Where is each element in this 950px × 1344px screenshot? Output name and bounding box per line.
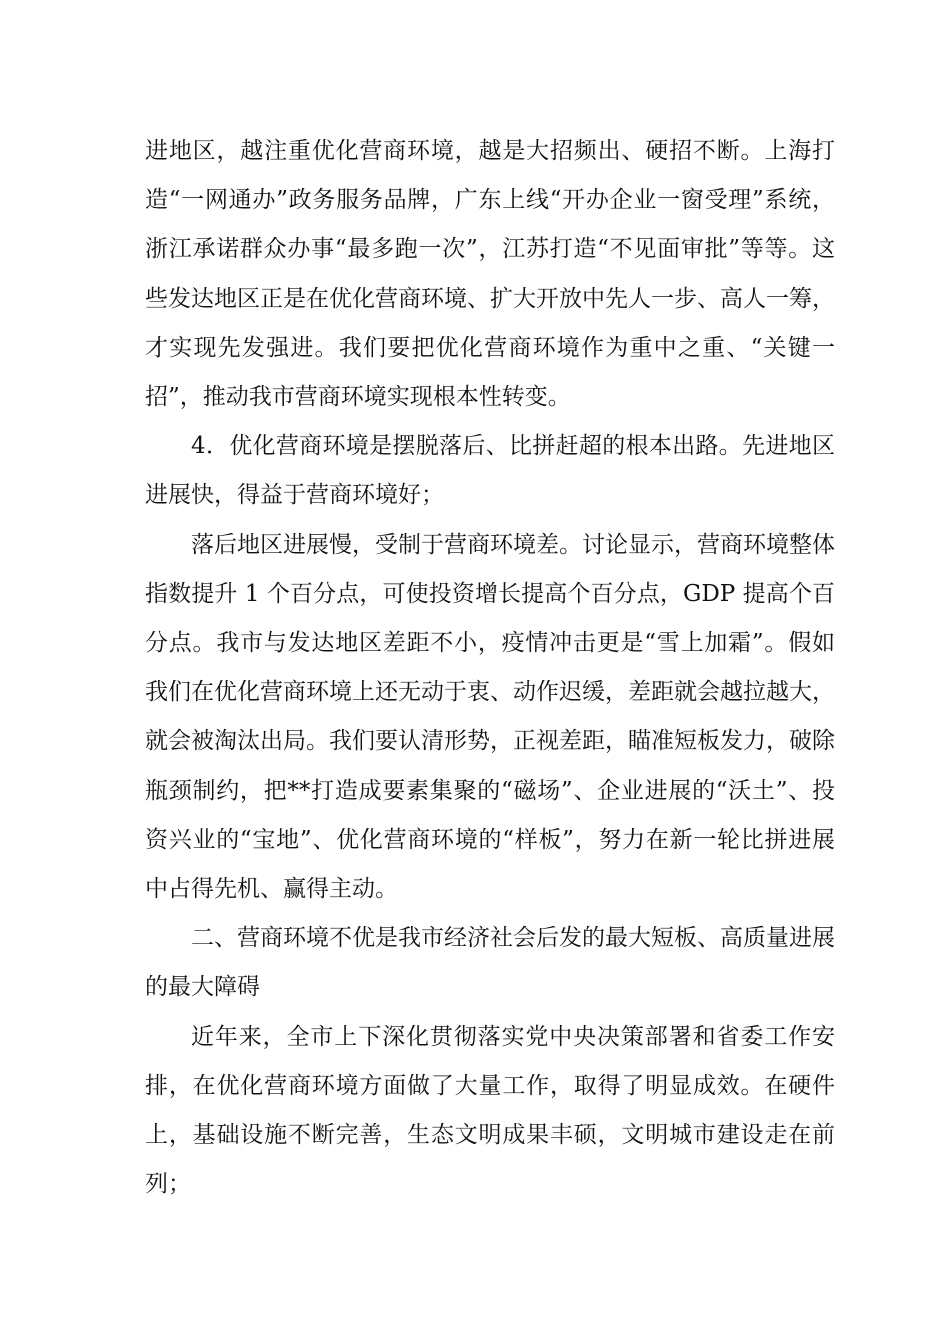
paragraph-recent-years: 近年来，全市上下深化贯彻落实党中央决策部署和省委工作安排，在优化营商环境方面做了大量工作，取得了明显成效。在硬件上，基础设施不断完善，生态文明成果丰硕，文明城市建设走在前列； <box>145 1023 835 1198</box>
document-body <box>145 127 835 1209</box>
paragraph-point-4: 4．优化营商环境是摆脱落后、比拼赶超的根本出路。先进地区进展快，得益于营商环境好； <box>145 433 835 509</box>
paragraph-continuation: 进地区，越注重优化营商环境，越是大招频出、硬招不断。上海打造“一网通办”政务服务品牌，广东上线“开办企业一窗受理”系统，浙江承诺群众办事“最多跑一次”，江苏打造“不见面审批”等等。这些发达地区正是在优化营商环境、扩大开放中先人一步、高人一筹，才实现先发强进。我们要把优化营商环境作为重中之重、“关键一招”，推动我市营商环境实现根本性转变。 <box>145 138 835 411</box>
section-heading-2: 二、营商环境不优是我市经济社会后发的最大短板、高质量进展的最大障碍 <box>145 925 835 1001</box>
paragraph-lagging-regions: 落后地区进展慢，受制于营商环境差。讨论显示，营商环境整体指数提升 1 个百分点，可使投资增长提高个百分点，GDP 提高个百分点。我市与发达地区差距不小，疫情冲击更是“雪上加霜”。假如我们在优化营商环境上还无动于衷、动作迟缓，差距就会越拉越大，就会被淘汰出局。我们要认清形势，正视差距，瞄准短板发力，破除瓶颈制约，把**打造成要素集聚的“磁场”、企业进展的“沃土”、投资兴业的“宝地”、优化营商环境的“样板”，努力在新一轮比拼进展中占得先机、赢得主动。 <box>145 531 835 903</box>
